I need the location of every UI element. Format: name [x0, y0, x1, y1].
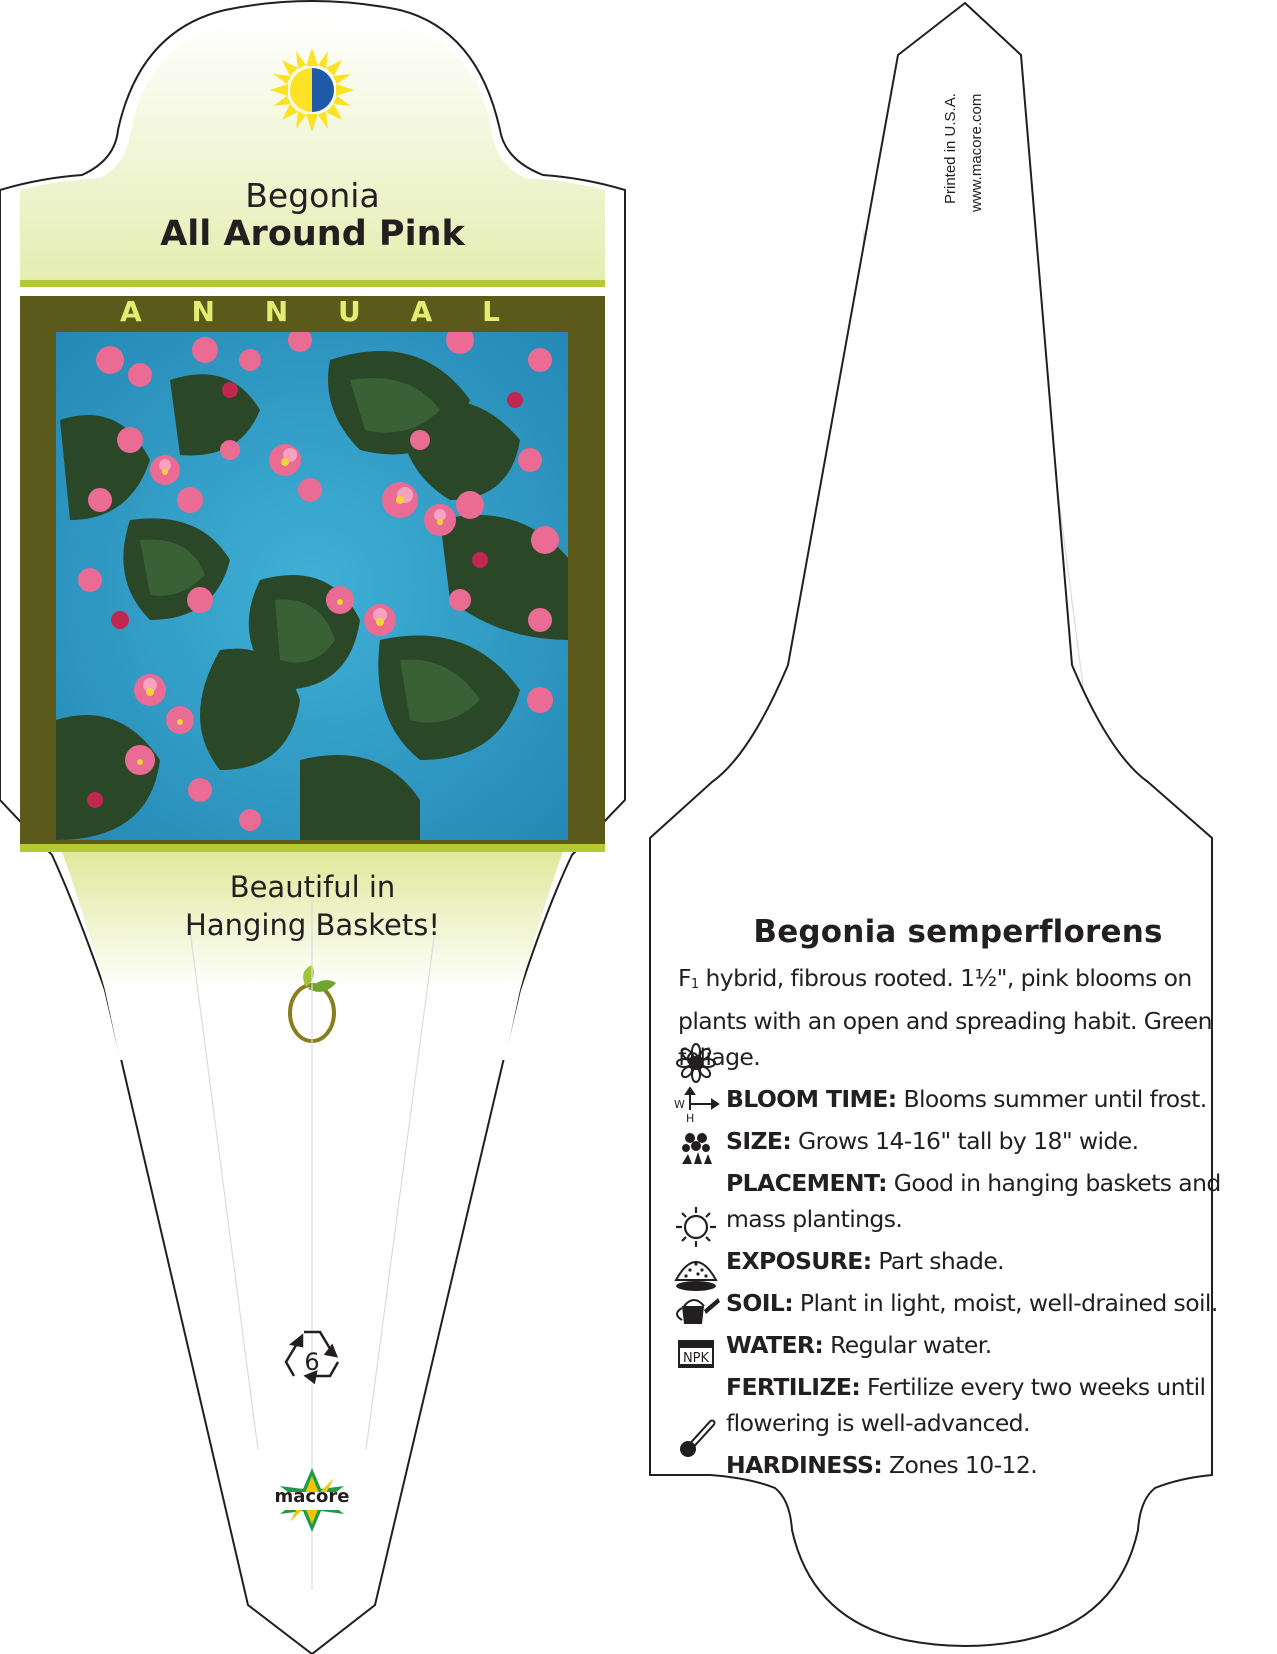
brand-name: macore [274, 1486, 350, 1507]
description: F1 hybrid, fibrous rooted. 1½", pink blooms on plants with an open and spreading habit. Green foliage. [678, 964, 1212, 1071]
soil-row: SOIL: Plant in light, moist, well-drained soil. [726, 1289, 1218, 1317]
tagline-line-2: Hanging Baskets! [185, 908, 440, 942]
begonia-photo [56, 326, 570, 840]
printed-in-text: Printed in U.S.A. [942, 93, 959, 204]
recycle-number: 6 [304, 1348, 320, 1376]
svg-text:H: H [686, 1112, 695, 1125]
category-letter: A [410, 295, 433, 328]
category-letter: N [264, 295, 289, 328]
category-label [120, 295, 500, 331]
size-row: SIZE: Grows 14-16" tall by 18" wide. [726, 1127, 1139, 1155]
plant-name: Begonia [245, 176, 380, 215]
category-letter: U [338, 295, 361, 328]
tagline-line-1: Beautiful in [229, 870, 396, 904]
category-letter: N [191, 295, 215, 328]
sun-partshade-icon [270, 48, 354, 132]
back-info [678, 914, 1238, 1483]
svg-text:W: W [674, 1098, 685, 1111]
category-letter: A [120, 295, 142, 328]
fertilize-row: FERTILIZE: Fertilize every two weeks until flowering is well-advanced. [726, 1373, 1206, 1437]
bloom-time-row: BLOOM TIME: Blooms summer until frost. [726, 1085, 1207, 1113]
water-row: WATER: Regular water. [726, 1331, 992, 1359]
category-letter: L [482, 295, 500, 328]
botanical-name: Begonia semperflorens [753, 914, 1163, 950]
hardiness-row: HARDINESS: Zones 10-12. [726, 1451, 1038, 1479]
variety-name: All Around Pink [160, 214, 465, 254]
svg-text:NPK: NPK [682, 1351, 710, 1366]
exposure-row: EXPOSURE: Part shade. [726, 1247, 1005, 1275]
tagline [0, 868, 625, 944]
website-text: www.macore.com [968, 93, 985, 212]
placement-row: PLACEMENT: Good in hanging baskets and mass plantings. [726, 1169, 1221, 1233]
